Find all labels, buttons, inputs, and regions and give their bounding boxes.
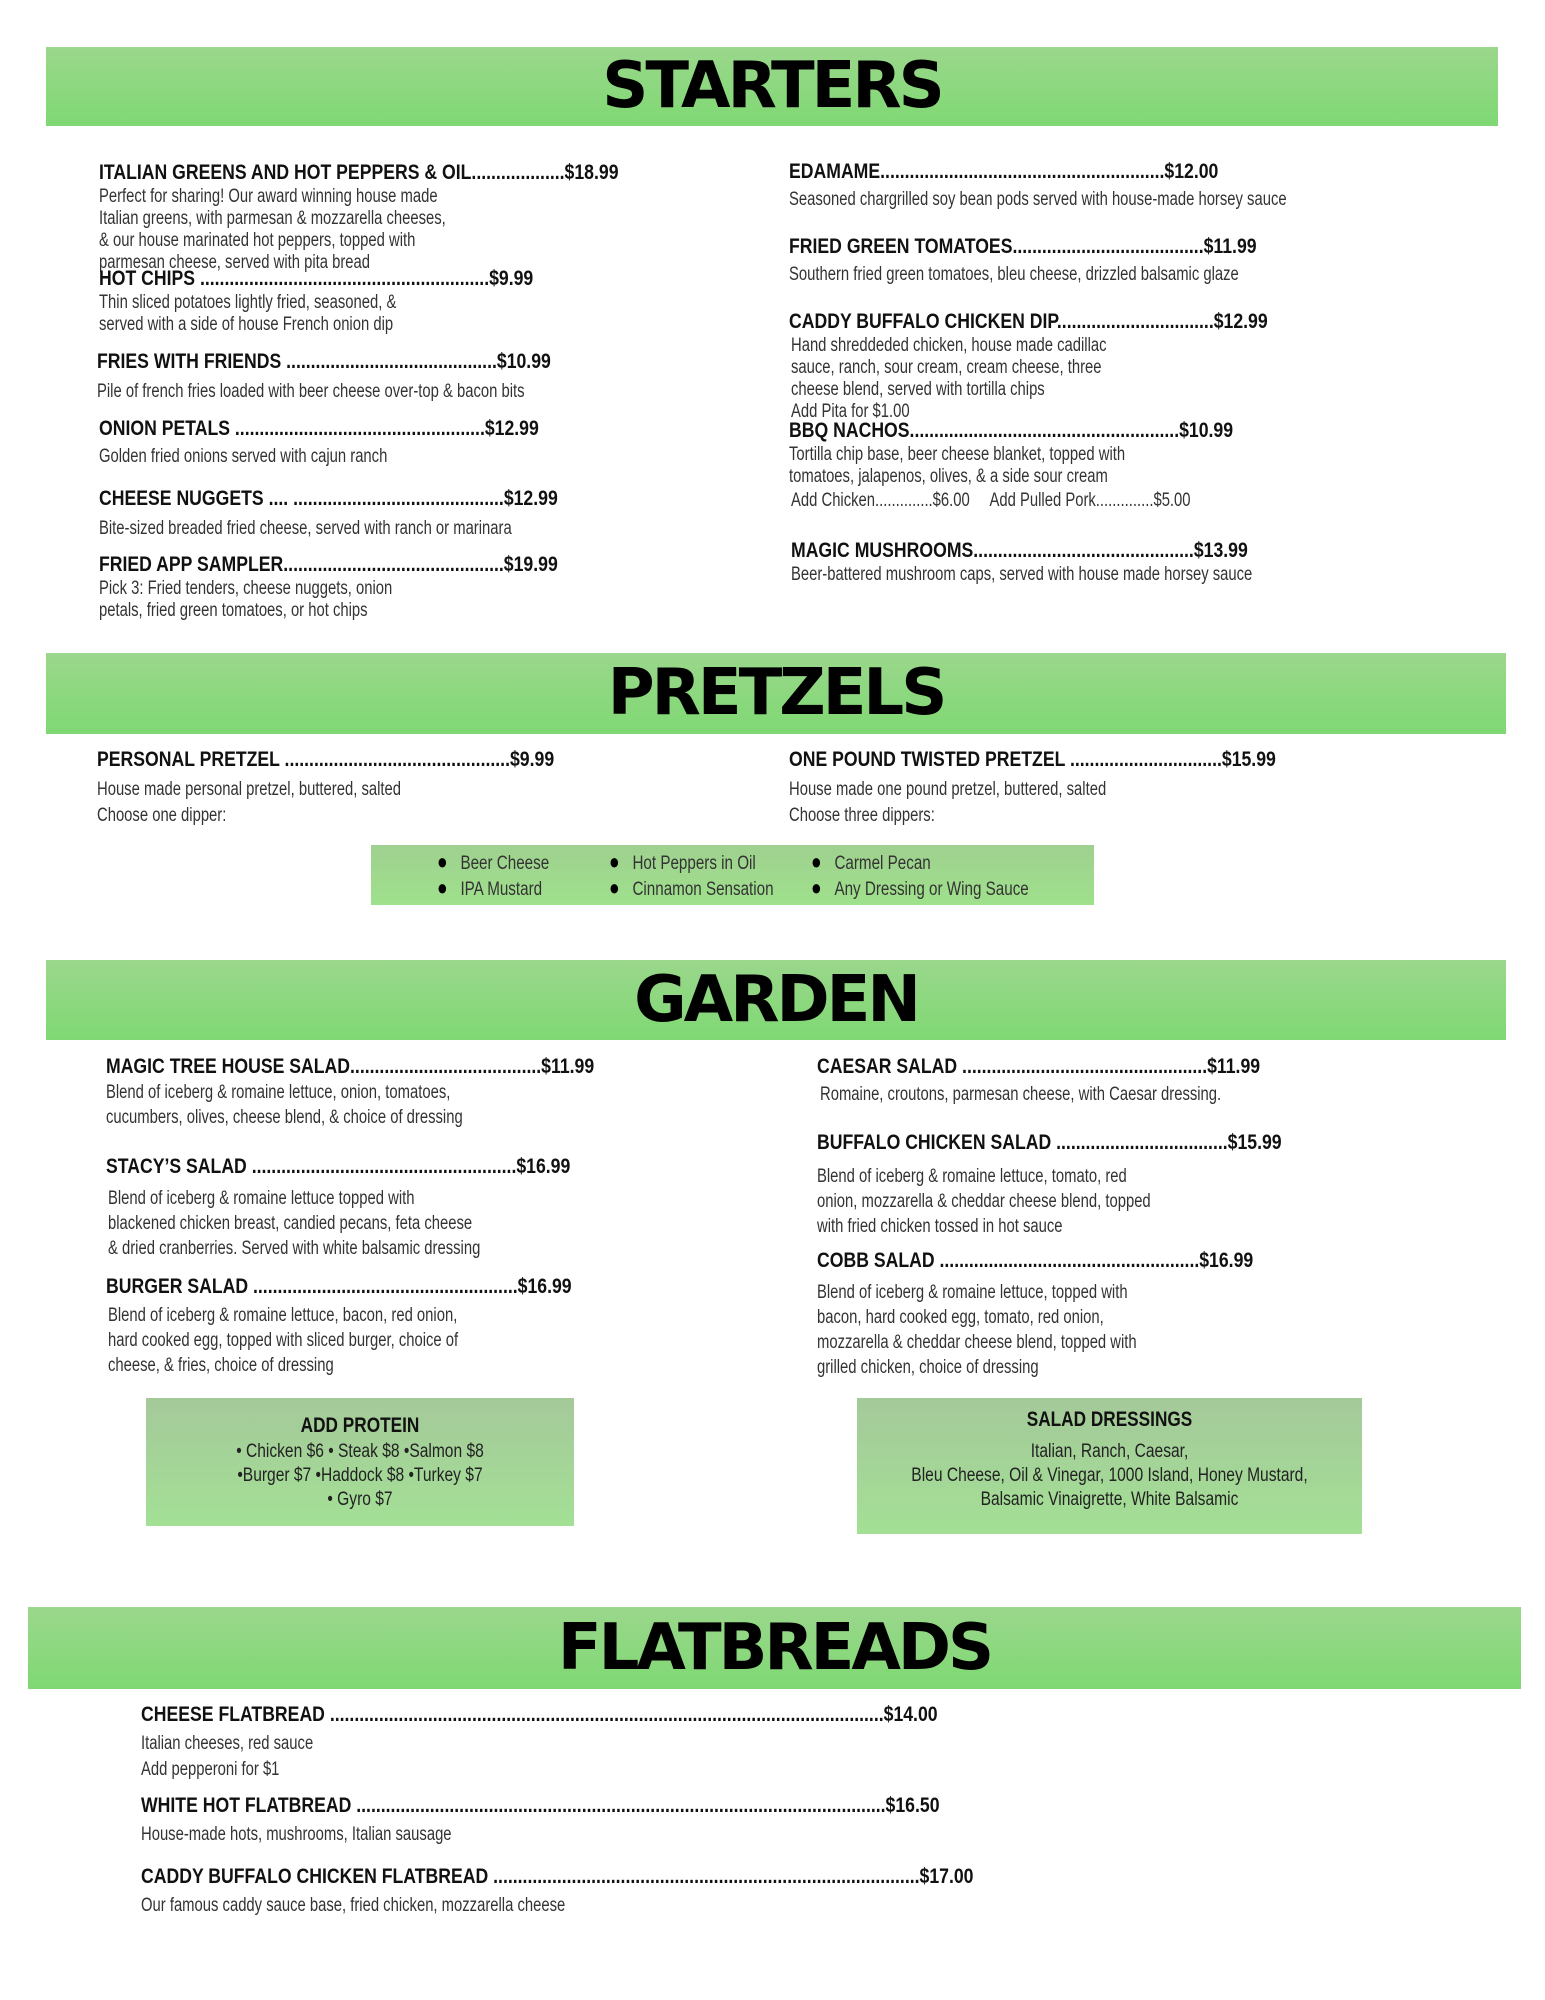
menu-item-caddy-buffalo-flatbread: [141, 1864, 1441, 1917]
pretzels-heading: PRETZELS: [607, 656, 945, 730]
item-add-on: Add pepperoni for $1: [141, 1759, 280, 1780]
flatbreads-banner: [28, 1607, 1521, 1689]
menu-item-cobb-salad: [817, 1248, 1457, 1380]
bullet-icon: ●: [811, 849, 822, 874]
dipper-item: ● Any Dressing or Wing Sauce: [811, 875, 1029, 900]
bullet-icon: ●: [609, 875, 620, 900]
item-title: STACY’S SALAD ......................................................$16.99: [106, 1155, 571, 1178]
item-add-on: Add Chicken..............$6.00 Add Pulled Pork..............$5.00: [791, 490, 1191, 511]
menu-item-magic-tree-house-salad: [106, 1054, 746, 1130]
bullet-icon: ●: [437, 875, 448, 900]
bullet-icon: ●: [811, 875, 822, 900]
dressing-line: Balsamic Vinaigrette, White Balsamic: [980, 1489, 1239, 1510]
item-description: Pick 3: Fried tenders, cheese nuggets, onion petals, fried green tomatoes, or hot chips: [99, 578, 393, 621]
garden-heading: GARDEN: [634, 963, 918, 1037]
item-description: Beer-battered mushroom caps, served with house made horsey sauce: [791, 564, 1253, 585]
item-description: Perfect for sharing! Our award winning house made Italian greens, with parmesan & mozzarella cheeses, & our house marinated hot peppers, topped with parmesan cheese, served with pita bread: [99, 186, 446, 273]
item-description: Golden fried onions served with cajun ranch: [99, 446, 388, 467]
item-add-on: Choose one dipper:: [97, 805, 227, 826]
item-description: Thin sliced potatoes lightly fried, seasoned, & served with a side of house French onion dip: [99, 292, 397, 335]
menu-item-cheese-flatbread: [141, 1702, 1441, 1783]
protein-line: • Chicken $6 • Steak $8 •Salmon $8: [236, 1441, 484, 1462]
menu-item-italian-greens: [99, 160, 709, 274]
item-title: COBB SALAD .....................................................$16.99: [817, 1249, 1254, 1272]
item-title: CAESAR SALAD ..................................................$11.99: [817, 1055, 1261, 1078]
dipper-item: ● Cinnamon Sensation: [609, 875, 774, 900]
menu-item-burger-salad: [106, 1274, 746, 1378]
item-title: CHEESE FLATBREAD .................................................................................................................$14.00: [141, 1703, 938, 1726]
item-title: ONE POUND TWISTED PRETZEL ...............................$15.99: [789, 748, 1276, 771]
item-title: MAGIC TREE HOUSE SALAD.......................................$11.99: [106, 1055, 595, 1078]
item-title: ITALIAN GREENS AND HOT PEPPERS & OIL...................$18.99: [99, 161, 619, 184]
item-description: Southern fried green tomatoes, bleu cheese, drizzled balsamic glaze: [789, 264, 1239, 285]
item-add-on: Choose three dippers:: [789, 805, 935, 826]
item-description: Bite-sized breaded fried cheese, served with ranch or marinara: [99, 518, 512, 539]
item-description: Blend of iceberg & romaine lettuce, onion, tomatoes, cucumbers, olives, cheese blend, & choice of dressing: [106, 1082, 463, 1128]
item-description: Blend of iceberg & romaine lettuce topped with blackened chicken breast, candied pecans, feta cheese & dried cranberries. Served with white balsamic dressing: [108, 1188, 481, 1259]
item-description: Blend of iceberg & romaine lettuce, tomato, red onion, mozzarella & cheddar cheese blend, topped with fried chicken tossed in hot sauce: [817, 1166, 1151, 1237]
dressing-line: Italian, Ranch, Caesar,: [1030, 1441, 1189, 1462]
dipper-item: ● Beer Cheese: [437, 849, 550, 874]
item-description: Romaine, croutons, parmesan cheese, with Caesar dressing.: [820, 1084, 1222, 1105]
menu-item-fried-app-sampler: [99, 552, 709, 622]
menu-item-hot-chips: [99, 266, 709, 336]
menu-item-white-hot-flatbread: [141, 1793, 1441, 1846]
salad-dressings-title: SALAD DRESSINGS: [1026, 1408, 1193, 1431]
item-title: WHITE HOT FLATBREAD ............................................................................................................$16.50: [141, 1794, 940, 1817]
menu-item-edamame: [789, 159, 1429, 211]
menu-item-onion-petals: [99, 416, 709, 468]
item-description: Our famous caddy sauce base, fried chicken, mozzarella cheese: [141, 1895, 566, 1916]
item-description: House made one pound pretzel, buttered, salted: [789, 779, 1107, 800]
protein-line: •Burger $7 •Haddock $8 •Turkey $7: [237, 1465, 483, 1486]
menu-item-caesar-salad: [817, 1054, 1457, 1106]
bullet-icon: ●: [437, 849, 448, 874]
item-description: Italian cheeses, red sauce: [141, 1733, 314, 1754]
item-title: PERSONAL PRETZEL ..............................................$9.99: [97, 748, 555, 771]
item-description: House-made hots, mushrooms, Italian sausage: [141, 1824, 452, 1845]
item-description: Blend of iceberg & romaine lettuce, topped with bacon, hard cooked egg, tomato, red onion, mozzarella & cheddar cheese blend, topped with grilled chicken, choice of dressing: [817, 1282, 1137, 1378]
menu-item-caddy-buffalo-dip: [789, 309, 1429, 423]
item-title: CADDY BUFFALO CHICKEN FLATBREAD .......................................................................................$17.00: [141, 1865, 974, 1888]
menu-item-stacys-salad: [106, 1154, 746, 1261]
pretzels-banner: [46, 653, 1506, 734]
item-description: Blend of iceberg & romaine lettuce, bacon, red onion, hard cooked egg, topped with sliced burger, choice of cheese, & fries, choice of dressing: [108, 1305, 459, 1376]
add-protein-title: ADD PROTEIN: [300, 1414, 420, 1437]
menu-item-fried-green-tomatoes: [789, 234, 1429, 286]
menu-item-fries-with-friends: [97, 349, 707, 403]
item-description: Hand shreddeded chicken, house made cadillac sauce, ranch, sour cream, cream cheese, three cheese blend, served with tortilla chips: [791, 335, 1107, 400]
item-description: Seasoned chargrilled soy bean pods served with house-made horsey sauce: [789, 189, 1287, 210]
item-title: EDAMAME..........................................................$12.00: [789, 160, 1219, 183]
item-title: FRIED APP SAMPLER.............................................$19.99: [99, 553, 558, 576]
item-title: CHEESE NUGGETS .... ...........................................$12.99: [99, 487, 558, 510]
item-title: BBQ NACHOS.......................................................$10.99: [789, 419, 1234, 442]
menu-item-buffalo-chicken-salad: [817, 1130, 1457, 1239]
add-protein-box: [146, 1398, 574, 1526]
starters-banner: [46, 47, 1498, 126]
menu-item-one-pound-pretzel: [789, 747, 1429, 829]
item-title: ONION PETALS ...................................................$12.99: [99, 417, 539, 440]
item-title: FRIES WITH FRIENDS ...........................................$10.99: [97, 350, 551, 373]
item-add-on: Add Pita for $1.00: [791, 401, 910, 422]
item-title: CADDY BUFFALO CHICKEN DIP................................$12.99: [789, 310, 1268, 333]
menu-item-magic-mushrooms: [791, 538, 1431, 586]
starters-heading: STARTERS: [602, 49, 942, 123]
item-title: MAGIC MUSHROOMS.............................................$13.99: [791, 539, 1248, 562]
item-description: Pile of french fries loaded with beer cheese over-top & bacon bits: [97, 381, 525, 402]
salad-dressings-box: [857, 1398, 1362, 1534]
menu-item-personal-pretzel: [97, 747, 737, 829]
item-title: FRIED GREEN TOMATOES.......................................$11.99: [789, 235, 1257, 258]
garden-banner: [46, 960, 1506, 1040]
protein-line: • Gyro $7: [327, 1489, 393, 1510]
dipper-item: ● IPA Mustard: [437, 875, 543, 900]
menu-item-cheese-nuggets: [99, 486, 709, 540]
dressing-line: Bleu Cheese, Oil & Vinegar, 1000 Island, Honey Mustard,: [911, 1465, 1308, 1486]
flatbreads-heading: FLATBREADS: [557, 1611, 992, 1685]
item-title: BURGER SALAD ......................................................$16.99: [106, 1275, 572, 1298]
item-description: House made personal pretzel, buttered, salted: [97, 779, 401, 800]
dipper-item: ● Hot Peppers in Oil: [609, 849, 756, 874]
item-description: Tortilla chip base, beer cheese blanket, topped with tomatoes, jalapenos, olives, & a side sour cream: [789, 444, 1126, 487]
bullet-icon: ●: [609, 849, 620, 874]
menu-item-bbq-nachos: [789, 418, 1429, 512]
item-title: HOT CHIPS ...........................................................$9.99: [99, 267, 534, 290]
item-title: BUFFALO CHICKEN SALAD ...................................$15.99: [817, 1131, 1282, 1154]
dipper-item: ● Carmel Pecan: [811, 849, 931, 874]
pretzel-dippers-box: [371, 845, 1094, 905]
